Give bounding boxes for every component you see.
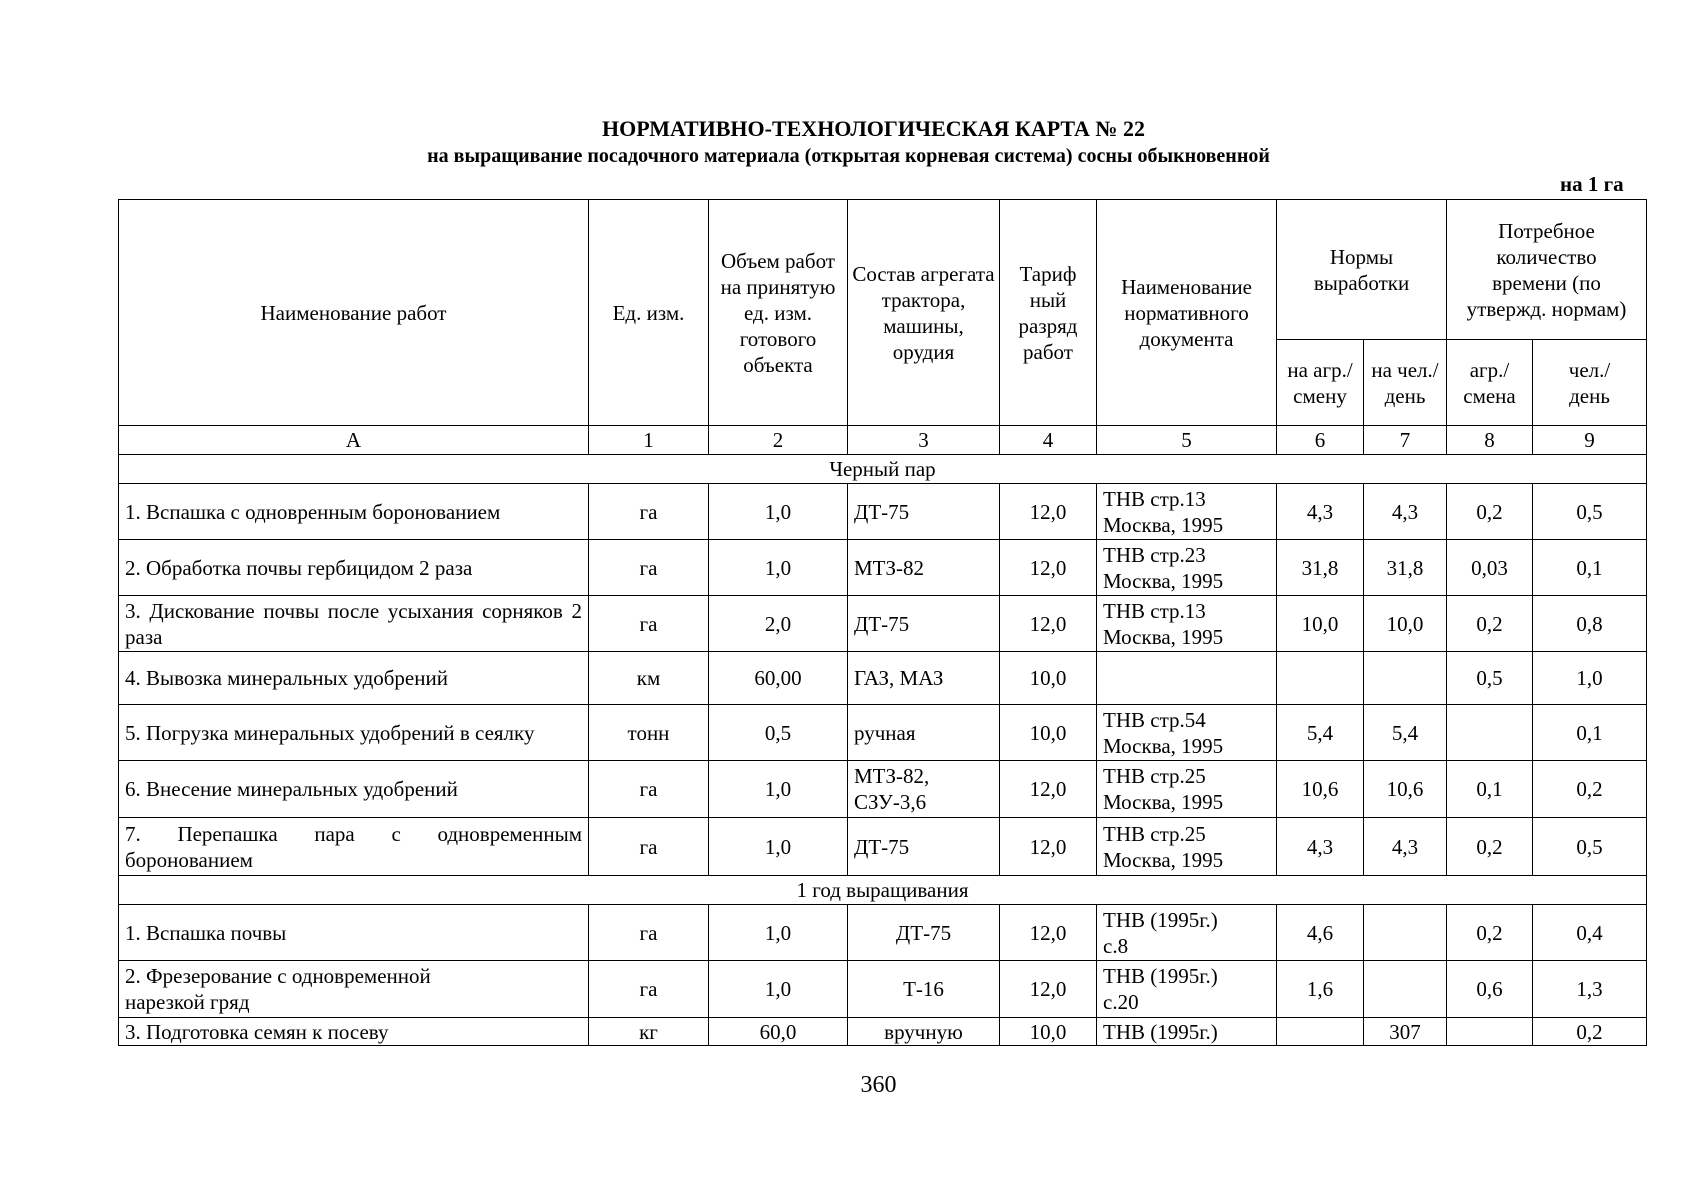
norm-agr-cell (1277, 1018, 1364, 1046)
unit-cell: га (589, 761, 709, 818)
work-name: 3. Подготовка семян к посеву (119, 1018, 589, 1046)
header-volume: Объем работ на принятую ед. изм. готового объекта (709, 200, 848, 426)
time-agr-cell: 0,2 (1447, 596, 1533, 652)
doc-line-2: с.8 (1103, 933, 1129, 958)
doc-line-1: ТНВ стр.13 (1103, 486, 1206, 511)
column-number: 9 (1533, 426, 1647, 455)
doc-line-2: Москва, 1995 (1103, 847, 1224, 872)
document-title: НОРМАТИВНО-ТЕХНОЛОГИЧЕСКАЯ КАРТА № 22 (601, 116, 1145, 141)
doc-cell (1097, 705, 1277, 761)
norms-table (118, 199, 1647, 1046)
table-row (119, 652, 1647, 705)
unit-cell: км (589, 652, 709, 705)
header-norms: Нормы выработки (1277, 200, 1447, 340)
doc-line-1: ТНВ (1995г.) (1103, 907, 1218, 932)
aggregate-cell: ДТ-75 (848, 905, 1000, 961)
header-time: Потребное количество времени (по утвержд. нормам) (1447, 200, 1647, 340)
time-chel-cell: 0,4 (1533, 905, 1647, 961)
work-name: 7. Перепашка пара с одновременным боронованием (119, 818, 589, 876)
norm-chel-cell (1364, 905, 1447, 961)
header-aggregate: Состав агрегата трактора, машины, орудия (848, 200, 1000, 426)
unit-cell: га (589, 905, 709, 961)
time-agr-cell: 0,2 (1447, 905, 1533, 961)
volume-cell: 1,0 (709, 961, 848, 1018)
header-time-agr: агр./ смена (1447, 340, 1533, 426)
volume-cell: 1,0 (709, 484, 848, 540)
doc-cell (1097, 961, 1277, 1018)
doc-cell (1097, 905, 1277, 961)
norm-agr-cell: 4,6 (1277, 905, 1364, 961)
work-name: 4. Вывозка минеральных удобрений (119, 652, 589, 705)
aggregate-cell: ГАЗ, МАЗ (848, 652, 1000, 705)
doc-cell (1097, 1018, 1277, 1046)
doc-cell (1097, 540, 1277, 596)
work-name: 2. Фрезерование с одновременной нарезкой гряд (119, 961, 589, 1018)
unit-cell: га (589, 484, 709, 540)
norm-chel-cell: 307 (1364, 1018, 1447, 1046)
doc-line-2: Москва, 1995 (1103, 624, 1224, 649)
unit-cell: кг (589, 1018, 709, 1046)
section-header-row (119, 455, 1647, 484)
doc-cell (1097, 818, 1277, 876)
volume-cell: 0,5 (709, 705, 848, 761)
work-name: 6. Внесение минеральных удобрений (119, 761, 589, 818)
time-agr-cell: 0,2 (1447, 818, 1533, 876)
header-norm-agr: на агр./ смену (1277, 340, 1364, 426)
norm-agr-cell (1277, 652, 1364, 705)
time-chel-cell: 0,2 (1533, 761, 1647, 818)
time-chel-cell: 0,2 (1533, 1018, 1647, 1046)
header-name: Наименование работ (119, 200, 589, 426)
unit-cell: тонн (589, 705, 709, 761)
document-subtitle: на выращивание посадочного материала (открытая корневая система) сосны обыкновенной (427, 145, 1270, 167)
column-number: А (119, 426, 589, 455)
time-chel-cell: 0,5 (1533, 818, 1647, 876)
norm-agr-cell: 5,4 (1277, 705, 1364, 761)
tariff-cell: 12,0 (1000, 818, 1097, 876)
volume-cell: 2,0 (709, 596, 848, 652)
table-row (119, 961, 1647, 1018)
work-name: 3. Дискование почвы после усыхания сорняков 2 раза (119, 596, 589, 652)
norm-agr-cell: 10,0 (1277, 596, 1364, 652)
tariff-cell: 12,0 (1000, 596, 1097, 652)
table-row (119, 761, 1647, 818)
section-header-row (119, 876, 1647, 905)
doc-line-2: Москва, 1995 (1103, 568, 1224, 593)
time-agr-cell: 0,5 (1447, 652, 1533, 705)
doc-line-1: ТНВ стр.23 (1103, 542, 1206, 567)
doc-line-2: Москва, 1995 (1103, 512, 1224, 537)
table-row (119, 818, 1647, 876)
norm-chel-cell (1364, 652, 1447, 705)
tariff-cell: 12,0 (1000, 905, 1097, 961)
tariff-cell: 12,0 (1000, 484, 1097, 540)
norm-agr-cell: 1,6 (1277, 961, 1364, 1018)
norm-chel-cell: 31,8 (1364, 540, 1447, 596)
volume-cell: 1,0 (709, 905, 848, 961)
norm-chel-cell: 4,3 (1364, 818, 1447, 876)
norm-agr-cell: 10,6 (1277, 761, 1364, 818)
time-chel-cell: 0,5 (1533, 484, 1647, 540)
doc-line-2: Москва, 1995 (1103, 790, 1224, 814)
norm-agr-cell: 4,3 (1277, 484, 1364, 540)
table-row (119, 540, 1647, 596)
header-tariff: Тариф ный разряд работ (1000, 200, 1097, 426)
column-number: 6 (1277, 426, 1364, 455)
unit-cell: га (589, 818, 709, 876)
aggregate-cell: Т-16 (848, 961, 1000, 1018)
volume-cell: 60,0 (709, 1018, 848, 1046)
table-row (119, 484, 1647, 540)
section-title: 1 год выращивания (119, 876, 1647, 905)
aggregate-cell: МТЗ-82, СЗУ-3,6 (848, 761, 1000, 818)
aggregate-cell: МТЗ-82 (848, 540, 1000, 596)
unit-cell: га (589, 540, 709, 596)
time-chel-cell: 1,3 (1533, 961, 1647, 1018)
unit-note: на 1 га (1560, 172, 1624, 196)
aggregate-cell: ДТ-75 (848, 484, 1000, 540)
doc-line-1: ТНВ (1995г.) (1103, 964, 1218, 988)
norm-chel-cell: 10,6 (1364, 761, 1447, 818)
aggregate-cell: ручная (848, 705, 1000, 761)
tariff-cell: 10,0 (1000, 1018, 1097, 1046)
time-agr-cell: 0,1 (1447, 761, 1533, 818)
volume-cell: 1,0 (709, 818, 848, 876)
tariff-cell: 12,0 (1000, 761, 1097, 818)
column-number: 3 (848, 426, 1000, 455)
table-row (119, 1018, 1647, 1046)
time-agr-cell: 0,2 (1447, 484, 1533, 540)
table-row (119, 705, 1647, 761)
time-agr-cell (1447, 1018, 1533, 1046)
volume-cell: 1,0 (709, 761, 848, 818)
unit-cell: га (589, 596, 709, 652)
norm-agr-cell: 4,3 (1277, 818, 1364, 876)
volume-cell: 1,0 (709, 540, 848, 596)
header-unit: Ед. изм. (589, 200, 709, 426)
doc-cell (1097, 761, 1277, 818)
doc-line-2: с.20 (1103, 990, 1139, 1014)
column-number: 5 (1097, 426, 1277, 455)
doc-line-1: ТНВ стр.13 (1103, 598, 1206, 623)
doc-line-1: ТНВ (1995г.) (1103, 1019, 1218, 1044)
table-row (119, 905, 1647, 961)
work-name: 1. Вспашка с одновренным боронованием (119, 484, 589, 540)
aggregate-cell: ДТ-75 (848, 818, 1000, 876)
norm-agr-cell: 31,8 (1277, 540, 1364, 596)
section-title: Черный пар (119, 455, 1647, 484)
tariff-cell: 12,0 (1000, 961, 1097, 1018)
norm-chel-cell: 5,4 (1364, 705, 1447, 761)
time-chel-cell: 0,1 (1533, 540, 1647, 596)
header-norm-chel: на чел./ день (1364, 340, 1447, 426)
unit-cell: га (589, 961, 709, 1018)
tariff-cell: 10,0 (1000, 705, 1097, 761)
column-number: 4 (1000, 426, 1097, 455)
work-name: 5. Погрузка минеральных удобрений в сеялку (119, 705, 589, 761)
time-chel-cell: 0,8 (1533, 596, 1647, 652)
doc-line-1: ТНВ стр.25 (1103, 821, 1206, 846)
doc-line-1: ТНВ стр.54 (1103, 707, 1206, 732)
time-agr-cell (1447, 705, 1533, 761)
doc-cell (1097, 596, 1277, 652)
doc-line-2: Москва, 1995 (1103, 733, 1224, 758)
column-number: 2 (709, 426, 848, 455)
column-number: 8 (1447, 426, 1533, 455)
doc-cell (1097, 484, 1277, 540)
time-chel-cell: 1,0 (1533, 652, 1647, 705)
time-agr-cell: 0,03 (1447, 540, 1533, 596)
tariff-cell: 12,0 (1000, 540, 1097, 596)
header-time-chel: чел./ день (1533, 340, 1647, 426)
column-number: 1 (589, 426, 709, 455)
norm-chel-cell: 4,3 (1364, 484, 1447, 540)
page-number: 360 (860, 1072, 897, 1098)
tariff-cell: 10,0 (1000, 652, 1097, 705)
volume-cell: 60,00 (709, 652, 848, 705)
work-name: 1. Вспашка почвы (119, 905, 589, 961)
time-agr-cell: 0,6 (1447, 961, 1533, 1018)
header-doc: Наименование нормативного документа (1097, 200, 1277, 426)
work-name: 2. Обработка почвы гербицидом 2 раза (119, 540, 589, 596)
norm-chel-cell (1364, 961, 1447, 1018)
doc-cell (1097, 652, 1277, 705)
aggregate-cell: ДТ-75 (848, 596, 1000, 652)
column-number: 7 (1364, 426, 1447, 455)
doc-line-1: ТНВ стр.25 (1103, 764, 1206, 788)
time-chel-cell: 0,1 (1533, 705, 1647, 761)
table-row (119, 596, 1647, 652)
aggregate-cell: вручную (848, 1018, 1000, 1046)
column-numbers-row (119, 426, 1647, 455)
norm-chel-cell: 10,0 (1364, 596, 1447, 652)
